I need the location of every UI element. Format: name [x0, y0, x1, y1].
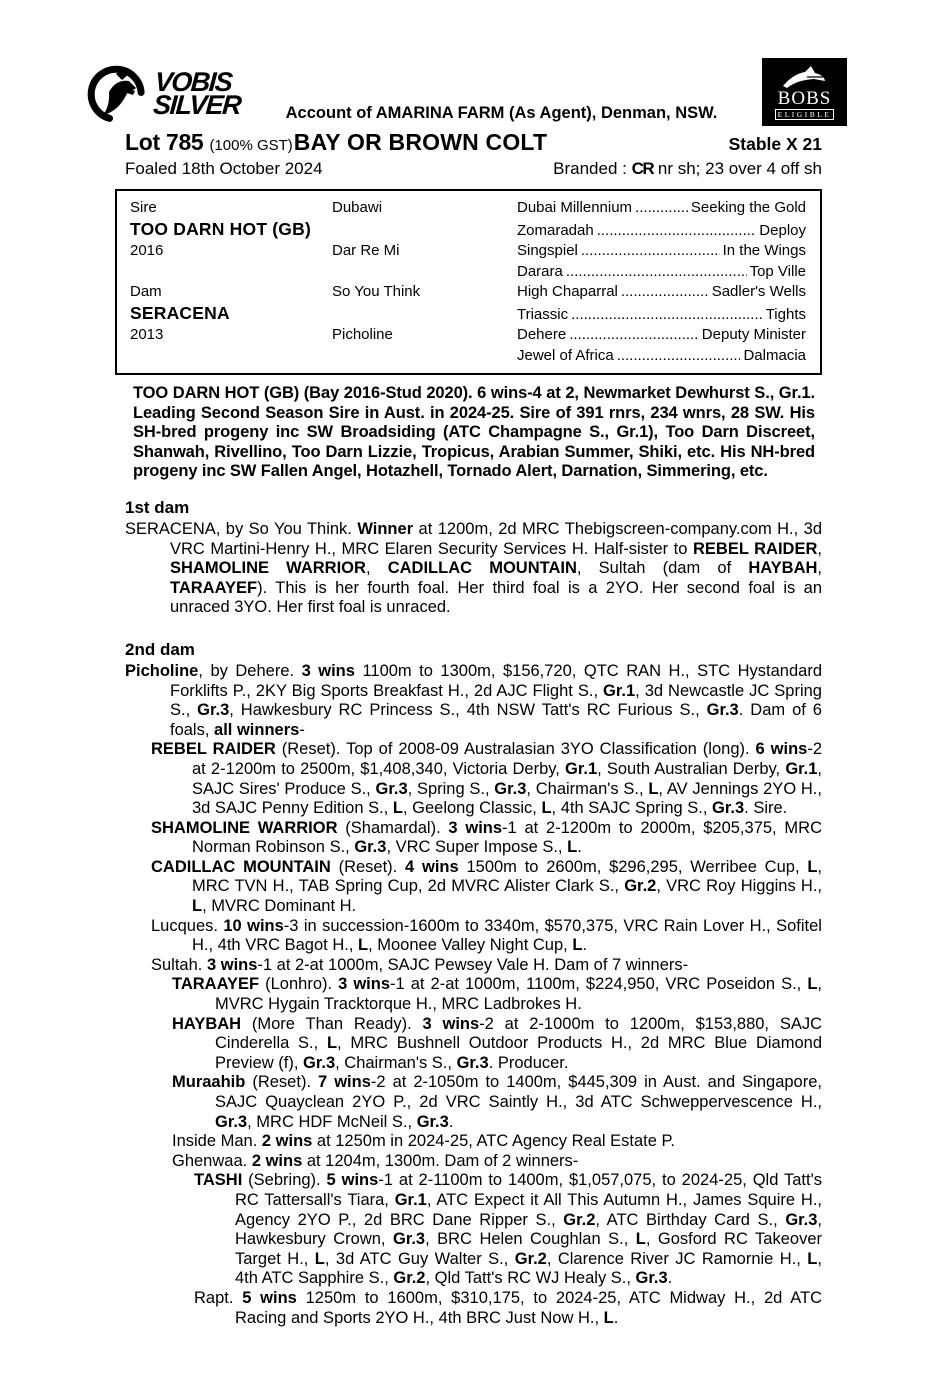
- pedigree-cell: [517, 282, 806, 303]
- pedigree-cell: So You Think: [332, 283, 421, 300]
- ancestor-sire: Zomaradah: [517, 221, 594, 239]
- bobs-badge-title: BOBS: [777, 88, 832, 109]
- dot-leader: [566, 262, 747, 283]
- horse-head-icon: [779, 64, 831, 88]
- pedigree-row: [130, 198, 806, 219]
- pedigree-entry: Lucques. 10 wins-3 in succession-1600m to 3340m, $570,375, VRC Rain Lover H., Sofitel H., 4th VRC Bagot H., L, Moonee Valley Night Cup, L.: [151, 916, 822, 955]
- horse-jockey-icon: [85, 62, 149, 126]
- pedigree-cell: Picholine: [332, 326, 393, 343]
- second-dam-section: [125, 662, 822, 1328]
- pedigree-row: [130, 282, 806, 303]
- pedigree-row: [130, 262, 806, 283]
- ancestor-sire: High Chaparral: [517, 283, 618, 300]
- pedigree-cell: [517, 262, 806, 283]
- pedigree-cell: [517, 346, 806, 367]
- pedigree-cell: Dar Re Mi: [332, 242, 400, 259]
- vobis-silver-wordmark: [152, 67, 242, 120]
- page-header: [125, 58, 832, 126]
- ancestor-dam: Seeking the Gold: [690, 199, 806, 216]
- pedigree-entry: REBEL RAIDER (Reset). Top of 2008-09 Australasian 3YO Classification (long). 6 wins-2 at 2-1200m to 2500m, $1,408,340, Victoria Derby, Gr.1, South Australian Derby, Gr.1, SAJC Sires' Produce S., Gr.3, Spring S., Gr.3, Chairman's S., L, AV Jennings 2YO H., 3d SAJC Penny Edition S., L, Geelong Classic, L, 4th SAJC Spring S., Gr.3. Sire.: [151, 740, 823, 818]
- dot-leader: [581, 241, 720, 262]
- stable-number: Stable X 21: [728, 134, 822, 154]
- account-line: Account of AMARINA FARM (As Agent), Denman, NSW.: [285, 104, 718, 122]
- pedigree-cell: [517, 305, 806, 326]
- second-dam-heading: 2nd dam: [125, 639, 195, 659]
- brand-prefix: Branded :: [553, 159, 632, 178]
- ancestor-sire: Dubai Millennium: [517, 199, 633, 216]
- vobis-silver-logo: [85, 62, 241, 126]
- ancestor-dam: Deploy: [759, 221, 806, 239]
- pedigree-row: [130, 219, 806, 242]
- lot-title-row: [125, 129, 822, 156]
- first-dam-section: [125, 520, 822, 618]
- pedigree-cell: Dam: [130, 283, 162, 300]
- ancestor-dam: Sadler's Wells: [711, 283, 806, 300]
- dot-leader: [571, 305, 763, 326]
- ancestor-dam: Top Ville: [749, 262, 806, 280]
- foaled-branded-row: [125, 159, 822, 179]
- page-title: BAY OR BROWN COLT: [293, 129, 548, 155]
- logo-line-1: VOBIS: [153, 67, 233, 97]
- bobs-badge-subtitle: ELIGIBLE: [775, 109, 835, 120]
- gst-note: (100% GST): [209, 137, 293, 154]
- brand-mark: CR: [631, 159, 654, 178]
- pedigree-cell: [517, 325, 806, 346]
- ancestor-dam: In the Wings: [722, 242, 806, 259]
- pedigree-entry: SHAMOLINE WARRIOR (Shamardal). 3 wins-1 at 2-1200m to 2000m, $205,375, MRC Norman Robinson S., Gr.3, VRC Super Impose S., L.: [151, 818, 822, 857]
- pedigree-cell: 2013: [130, 326, 164, 343]
- bobs-eligible-badge: [762, 58, 847, 126]
- pedigree-entry: Muraahib (Reset). 7 wins-2 at 2-1050m to 1400m, $445,309 in Aust. and Singapore, SAJC Quayclean 2YO P., 2d VRC Saintly H., 3d ATC Schweppervescence H., Gr.3, MRC HDF McNeil S., Gr.3.: [172, 1073, 822, 1131]
- ancestor-sire: Singspiel: [517, 242, 578, 259]
- dot-leader: [569, 325, 699, 346]
- pedigree-cell: [517, 241, 806, 262]
- pedigree-table: [115, 189, 822, 375]
- ancestor-sire: Darara: [517, 262, 563, 280]
- dam-name: SERACENA: [130, 302, 230, 323]
- lot-number: Lot 785: [125, 129, 204, 155]
- pedigree-row: [130, 325, 806, 346]
- pedigree-row: [130, 346, 806, 367]
- foaled-date: Foaled 18th October 2024: [125, 159, 323, 178]
- ancestor-dam: Dalmacia: [743, 346, 806, 364]
- brand-details: [553, 159, 822, 179]
- pedigree-row: [130, 241, 806, 262]
- pedigree-entry: Picholine, by Dehere. 3 wins 1100m to 1300m, $156,720, QTC RAN H., STC Hystandard Forklifts P., 2KY Big Sports Breakfast H., 2d AJC Flight S., Gr.1, 3d Newcastle JC Spring S., Gr.3, Hawkesbury RC Princess S., 4th NSW Tatt's RC Furious S., Gr.3. Dam of 6 foals, all winners-: [125, 661, 823, 739]
- pedigree-entry: Rapt. 5 wins 1250m to 1600m, $310,175, to 2024-25, ATC Midway H., 2d ATC Racing and Sports 2YO H., 4th BRC Just Now H., L.: [194, 1288, 822, 1327]
- pedigree-entry: SERACENA, by So You Think. Winner at 1200m, 2d MRC Thebigscreen-company.com H., 3d VRC Martini-Henry H., MRC Elaren Security Services H. Half-sister to REBEL RAIDER, SHAMOLINE WARRIOR, CADILLAC MOUNTAIN, Sultah (dam of HAYBAH, TARAAYEF). This is her fourth foal. Her third foal is a 2YO. Her second foal is an unraced 3YO. Her first foal is unraced.: [125, 519, 822, 617]
- dot-leader: [621, 282, 709, 303]
- dot-leader: [635, 198, 688, 219]
- pedigree-entry: Inside Man. 2 wins at 1250m in 2024-25, ATC Agency Real Estate P.: [172, 1132, 675, 1151]
- pedigree-cell: [517, 198, 806, 219]
- first-dam-heading: 1st dam: [125, 497, 190, 517]
- brand-suffix: nr sh; 23 over 4 off sh: [653, 159, 822, 178]
- logo-line-2: SILVER: [152, 90, 242, 120]
- pedigree-entry: Ghenwaa. 2 wins at 1204m, 1300m. Dam of 2 winners-: [172, 1151, 579, 1170]
- pedigree-entry: TASHI (Sebring). 5 wins-1 at 2-1100m to 1400m, $1,057,075, to 2024-25, Qld Tatt's RC Tattersall's Tiara, Gr.1, ATC Expect it All This Autumn H., James Squire H., Agency 2YO P., 2d BRC Dane Ripper S., Gr.2, ATC Birthday Card S., Gr.3, Hawkesbury Crown, Gr.3, BRC Helen Coughlan S., L, Gosford RC Takeover Target H., L, 3d ATC Guy Walter S., Gr.2, Clarence River JC Ramornie H., L, 4th ATC Sapphire S., Gr.2, Qld Tatt's RC WJ Healy S., Gr.3.: [194, 1171, 823, 1288]
- ancestor-dam: Deputy Minister: [701, 326, 806, 343]
- sire-summary: TOO DARN HOT (GB) (Bay 2016-Stud 2020). 6 wins-4 at 2, Newmarket Dewhurst S., Gr.1. Leading Second Season Sire in Aust. in 2024-25. Sire of 391 rnrs, 234 wnrs, 28 SW. His SH-bred progeny inc SW Broadsiding (ATC Champagne S., Gr.1), Too Darn Discreet, Shanwah, Rivellino, Too Darn Lizzie, Tropicus, Arabian Summer, Shiki, etc. His NH-bred progeny inc SW Fallen Angel, Hotazhell, Tornado Alert, Darnation, Simmering, etc.: [133, 384, 815, 481]
- sire-name: TOO DARN HOT (GB): [130, 218, 311, 239]
- pedigree-cell: [517, 221, 806, 242]
- ancestor-sire: Triassic: [517, 305, 569, 323]
- pedigree-row: [130, 303, 806, 326]
- pedigree-cell: 2016: [130, 242, 164, 259]
- ancestor-sire: Jewel of Africa: [517, 346, 614, 364]
- pedigree-cell: Dubawi: [332, 199, 383, 216]
- pedigree-entry: HAYBAH (More Than Ready). 3 wins-2 at 2-1000m to 1200m, $153,880, SAJC Cinderella S., L, MRC Bushnell Outdoor Products H., 2d MRC Blue Diamond Preview (f), Gr.3, Chairman's S., Gr.3. Producer.: [172, 1014, 823, 1072]
- dot-leader: [617, 346, 741, 367]
- pedigree-entry: TARAAYEF (Lonhro). 3 wins-1 at 2-at 1000m, 1100m, $224,950, VRC Poseidon S., L, MVRC Hygain Tracktorque H., MRC Ladbrokes H.: [172, 975, 822, 1014]
- pedigree-cell: Sire: [130, 199, 157, 216]
- pedigree-entry: Sultah. 3 wins-1 at 2-at 1000m, SAJC Pewsey Vale H. Dam of 7 winners-: [151, 955, 689, 974]
- ancestor-dam: Tights: [765, 305, 806, 323]
- ancestor-sire: Dehere: [517, 326, 567, 343]
- pedigree-entry: CADILLAC MOUNTAIN (Reset). 4 wins 1500m to 2600m, $296,295, Werribee Cup, L, MRC TVN H., TAB Spring Cup, 2d MVRC Alister Clark S., Gr.2, VRC Roy Higgins H., L, MVRC Dominant H.: [151, 857, 822, 916]
- dot-leader: [597, 221, 757, 242]
